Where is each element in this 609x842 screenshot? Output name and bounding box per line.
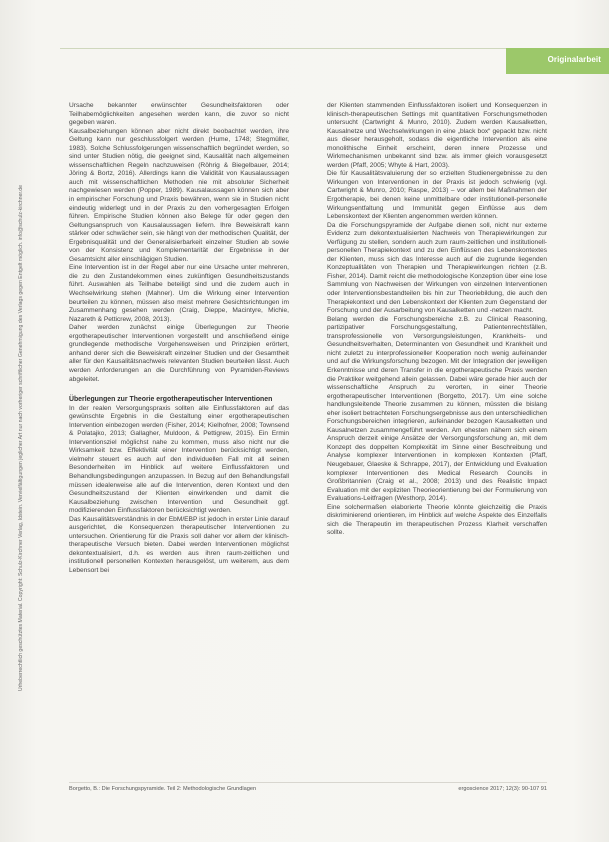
paragraph: Daher werden zunächst einige Überlegungen zur Theorie ergotherapeutischer Interventionen vorgestellt und anschließend einige grundlegende methodische Vorgehensweisen und Prinzipien erörtert, anhand derer sich die Beweiskraft einzelner Studien und der Gesamtheit aller für den Kausalitätsnachweis relevanten Studien beurteilen lässt. Auch werden Anforderungen an die Durchführung von Pyramiden-Reviews abgeleitet. (69, 324, 289, 383)
footer-journal: ergoscience 2017; 12(3): 90-107 91 (458, 786, 547, 792)
paragraph: Ursache bekannter erwünschter Gesundheitsfaktoren oder Teilhabemöglichkeiten angesehen werden kann, die zuvor so nicht gegeben waren. (69, 102, 289, 127)
paragraph: Eine Intervention ist in der Regel aber nur eine Ursache unter mehreren, die zu den Zustandekommen eines zukünftigen Gesundheitszustands führt. Auswahlen als Teilhabe beteiligt sind und die zudem auch in Wechselwirkung stehen (Mahner). Um die Wirkung einer Intervention beurteilen zu können, müssen also meist mehrere Gesichtsrichtungen im Zusammenhang gesehen werden (Craig, Dieppe, Macintyre, Michie, Nazareth & Petticrew, 2008, 2013). (69, 264, 289, 323)
paragraph: der Klienten stammenden Einflussfaktoren isoliert und Konsequenzen in klinisch-therapeutischen Settings mit quantitativen Forschungsmethoden untersucht (Cartwright & Munro, 2010). Zudem werden Kausalketten, Kausalnetze und Wechselwirkungen in eine „black box“ gepackt bzw. nicht aus dieser herausgeholt, sodass die eigentliche Intervention als eine monolithische Einheit erscheint, deren innere Prozesse und Wirkmechanismen unbekannt sind bzw. als immer gleich vorausgesetzt werden (Pfaff, 2005; Whyte & Hart, 2003). (327, 102, 547, 169)
paragraph: Da die Forschungspyramide der Aufgabe dienen soll, nicht nur externe Evidenz zum dekontextualisierten Nachweis von Therapiewirkungen zur Verfügung zu stellen, sondern auch zum raum-zeitlichen und institutionell-personellen Therapiekontext und zu den Einflüssen des Lebenskontextes der Klienten, muss sich das Interesse auch auf die zugrunde liegenden Konzeptualitäten von Therapien und Therapiewirkungen richten (z.B. Fisher, 2014). Damit reicht die methodologische Konzeption über eine lose Sammlung von Nachweisen der Wirkungen von einzelnen Interventionen oder Interventionsbestandteilen bis hin zur Theoriebildung, die auch den Therapiekontext und den Lebenskontext der Klienten zum Gegenstand der Forschung und der Ausarbeitung von Kausalketten und -netzen macht. (327, 221, 547, 315)
footer-rule (69, 782, 547, 783)
left-column (69, 102, 289, 576)
paragraph: Das Kausalitätsverständnis in der EbM/EBP ist jedoch in erster Linie darauf ausgerichtet, die Konsequenzen therapeutischer Interventionen zu untersuchen. Orientierung für die Praxis soll daher vor allem der klinisch-therapeutische Versuch bieten. Dabei werden Interventionen möglichst dekontextualisiert, d.h. es werden aus ihren raum-zeitlichen und institutionell personellen Kontexten herausgelöst, um weiterem, aus dem Lebensort bei (69, 515, 289, 575)
footer-citation: Borgetto, B.: Die Forschungspyramide. Teil 2: Methodologische Grundlagen (69, 786, 257, 792)
paragraph: In der realen Versorgungspraxis sollten alle Einflussfaktoren auf das gewünschte Ergebnis in die Gestaltung einer ergotherapeutischen Intervention einbezogen werden (Fisher, 2014; Kielhofner, 2008; Townsend & Polatajko, 2013; Gallagher, Muldoon, & Pettigrew, 2015). Ein Ermin Interventionsziel möglichst nahe zu kommen, muss also nicht nur die Wirksamkeit bzw. Effektivität einer Intervention berücksichtigt werden, vielmehr steuert es auch auf den individuellen Fall mit all seinen Besonderheiten im Hinblick auf weitere Einflussfaktoren und Behandlungsbedingungen anzupassen. In Bezug auf den Behandlungsfall müssen idealerweise alle auf die Intervention, deren Kontext und den Gesundheitszustand der Klienten einwirkenden und damit die Kausalbeziehung zwischen Intervention und Gesundheit ggf. modifizierenden Einflussfaktoren berücksichtigt werden. (69, 404, 289, 515)
copyright-sidebar (16, 140, 26, 740)
paragraph: Kausalbeziehungen können aber nicht direkt beobachtet werden, ihre Geltung kann nur geschlussfolgert werden (Hume, 1748; Stegmüller, 1983). Solche Schlussfolgerungen wissenschaftlich begründet werden, so sind unter Studien nötig, die geeignet sind, Kausalität nach allgemeinen wissenschaftlichen Regeln nachzuweisen (Röhrig & Biegelbauer, 2014; Jöring & Bortz, 2016). Allerdings kann die Validität von Kausalaussagen auch mit wissenschaftlichen Methoden nie mit absoluter Sicherheit nachgewiesen werden (Popper, 1989). Kausalaussagen können sich aber in empirischer Forschung und Praxis bewähren, wenn sie in Studien nicht eindeutig widerlegt und in der Praxis zu den vorhergesagten Erfolgen führen. Empirische Studien können also Belege für oder gegen den Geltungsanspruch von Kausalaussagen liefern. Ihre Beweiskraft kann stärker oder schwächer sein, sie hängt von der methodischen Qualität, der Ergebnisqualität und der Generalisierbarkeit einzelner Studien ab sowie von der Konsistenz und Komplementarität der Ergebnisse in der Gesamtsicht aller einschlägigen Studien. (69, 127, 289, 263)
right-column (327, 102, 547, 538)
paragraph: Eine solchermaßen elaborierte Theorie könnte gleichzeitig die Praxis diskriminierend orientieren, im Hinblick auf welche Aspekte des Einzelfalls sich die Therapeutin im therapeutischen Prozess Klarheit verschaffen sollte. (327, 503, 547, 537)
section-heading: Überlegungen zur Theorie ergotherapeutischer Interventionen (69, 396, 273, 404)
section-tab (506, 48, 609, 74)
paragraph: Die für Kausalitätsvaluierung der so erzielten Studienergebnisse zu den Wirkungen von Interventionen in der Praxis ist jedoch schwierig (vgl. Cartwright & Munro, 2010; Raspe, 2013) – vor allem bei Maßnahmen der Ergotherapie, bei denen keine unmittelbare oder institutionell-personelle Wirkungsentfaltung und Immunität gegen Einflüsse aus dem Lebenskontext der Klienten angenommen werden können. (327, 170, 547, 221)
paragraph: Belang werden die Forschungsbereiche z.B. zu Clinical Reasoning, partizipativer Forschungsgestaltung, Patientenrechtsfällen, transprofessionelle von Versorgungsleistungen, Krankheits- und Gesundheitsverhalten, Determinanten von Gesundheit und Krankheit und nicht zuletzt zu interprofessioneller Kooperation noch wenig aufeinander und auf die Wirkungsforschung bezogen. Mit der Integration der jeweiligen Erkenntnisse und deren Transfer in die ergotherapeutische Praxis werden die Praktiker weitgehend allein gelassen. Dabei wäre gerade hier auch der wissenschaftliche Anspruch zu verorten, in einer Theorie ergotherapeutischer Interventionen (Borgetto, 2017). Um eine solche handlungsleitende Theorie zusammen zu können, müssten die bislang eher isoliert betrachteten Forschungsergebnisse aus den unterschiedlichen Forschungsbereichen integrieren, aufeinander bezogen Kausalketten und Kausalnetzen zusammengeführt werden. Am ehesten nähern sich einem Anspruch derzeit einige Ansätze der Versorgungsforschung an, mit dem Konzept des doppelten Komplexität im Sinne einer Beschreibung und Analyse komplexer Interventionen in komplexen Kontexten (Pfaff, Neugebauer, Glaeske & Schrappe, 2017), der Entwicklung und Evaluation komplexer Interventionen des Medical Research Councils in Großbritannien (Craig et al., 2008; 2013) und des Realistic Impact Evaluation mit der expliziten Theorieorientierung bei der Formulierung von Evaluations-Leitfragen (Westhorp, 2014). (327, 315, 547, 503)
copyright-note: Urheberrechtlich geschütztes Material. Copyright: Schulz-Kirchner Verlag, Idstein. Vervielfältigungen jeglicher Art nur nach vorheriger schriftlicher Genehmigung des Verlags gegen Entgelt möglich. info@schulz-kirchner.de (18, 184, 24, 692)
header-rule (60, 48, 506, 49)
footer (69, 786, 547, 796)
section-label: Originalarbeit (547, 55, 601, 64)
